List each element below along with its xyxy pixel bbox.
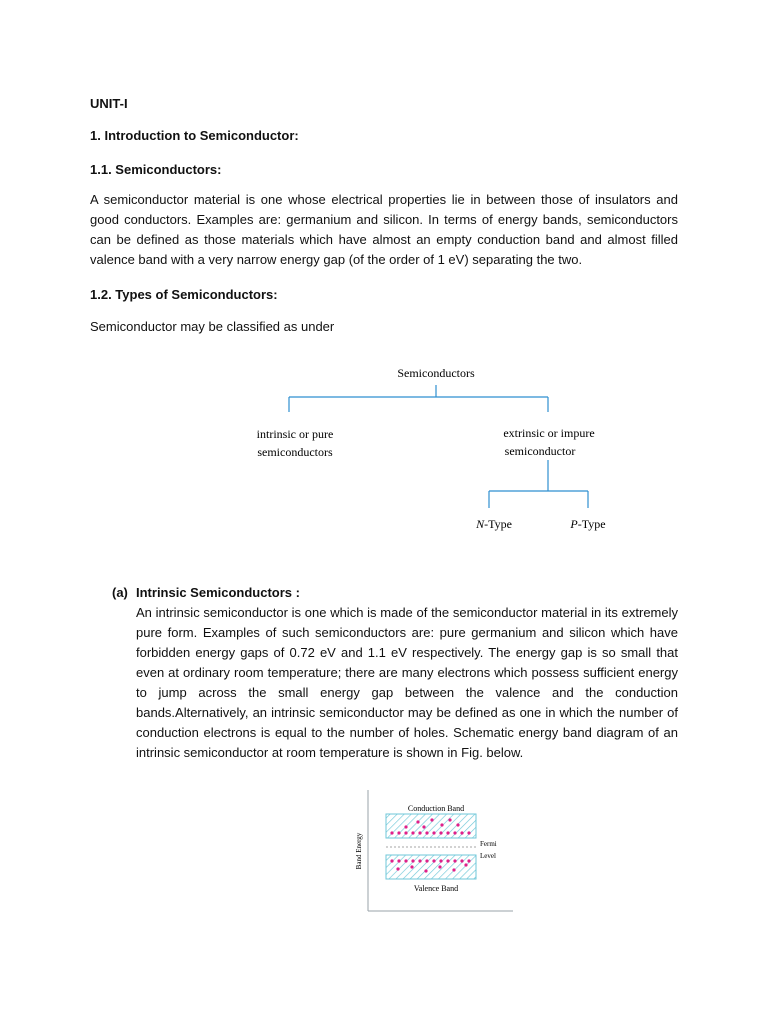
tree-extrinsic-label-line1: extrinsic or impure <box>503 426 595 440</box>
hole-dot <box>397 859 400 862</box>
hole-dot <box>396 867 399 870</box>
tree-p-type-label: P-Type <box>570 517 606 531</box>
tree-root-label: Semiconductors <box>397 366 475 380</box>
hole-dot <box>452 868 455 871</box>
hole-dot <box>390 859 393 862</box>
band-energy-axis-label: Band Energy <box>355 832 363 870</box>
hole-dot <box>467 859 470 862</box>
hole-dot <box>432 859 435 862</box>
hole-dot <box>411 859 414 862</box>
electron-dot <box>430 818 433 821</box>
classification-intro: Semiconductor may be classified as under <box>90 319 335 334</box>
electron-dot <box>467 831 470 834</box>
hole-dot <box>460 859 463 862</box>
electron-dot <box>432 831 435 834</box>
section-1-heading: 1. Introduction to Semiconductor: <box>90 128 299 143</box>
electron-dot <box>397 831 400 834</box>
section-1-2-heading: 1.2. Types of Semiconductors: <box>90 287 278 302</box>
tree-intrinsic-label-line2: semiconductors <box>257 445 333 459</box>
electron-dot <box>404 825 407 828</box>
semiconductor-definition-paragraph: A semiconductor material is one whose electrical properties lie in between those of insulators and good conductors. Examples are: germanium and silicon. In terms of energy bands, semiconductors can be defined as those materials which have almost an empty conduction band and almost filled valence band with a very narrow energy gap (of the order of 1 eV) separating the two. <box>90 192 678 267</box>
valence-band-label: Valence Band <box>413 884 459 893</box>
electron-dot <box>439 831 442 834</box>
section-a-marker: (a) <box>112 585 128 600</box>
hole-dot <box>418 859 421 862</box>
unit-heading: UNIT-I <box>90 96 128 111</box>
hole-dot <box>425 859 428 862</box>
electron-dot <box>456 823 459 826</box>
electron-dot <box>422 825 425 828</box>
electron-dot <box>418 831 421 834</box>
section-1-1-heading: 1.1. Semiconductors: <box>90 162 222 177</box>
electron-dot <box>440 823 443 826</box>
electron-dot <box>390 831 393 834</box>
fermi-label-line1: Fermi <box>480 840 497 848</box>
hole-dot <box>424 869 427 872</box>
hole-dot <box>439 859 442 862</box>
section-a-title: Intrinsic Semiconductors : <box>136 585 300 600</box>
electron-dot <box>416 820 419 823</box>
electron-dot <box>411 831 414 834</box>
hole-dot <box>446 859 449 862</box>
conduction-band-label: Conduction Band <box>407 804 465 813</box>
semiconductor-classification-diagram <box>240 350 620 570</box>
tree-intrinsic-label-line1: intrinsic or pure <box>256 427 334 441</box>
hole-dot <box>438 865 441 868</box>
electron-dot <box>404 831 407 834</box>
electron-dot <box>446 831 449 834</box>
hole-dot <box>404 859 407 862</box>
hole-dot <box>464 863 467 866</box>
electron-dot <box>460 831 463 834</box>
electron-dot <box>453 831 456 834</box>
hole-dot <box>410 865 413 868</box>
electron-dot <box>448 818 451 821</box>
energy-band-diagram <box>348 785 520 920</box>
fermi-label-line2: Level <box>480 852 496 860</box>
intrinsic-semiconductor-paragraph: An intrinsic semiconductor is one which is made of the semiconductor material in its extremely pure form. Examples of such semiconductors are: pure germanium and silicon which have forbidden energy gaps of 0.72 eV and 1.1 eV respectively. The energy gap is so small that even at ordinary room temperature; there are many electrons which possess sufficient energy to jump across the small energy gap between the valence and the conduction bands.Alternatively, an intrinsic semiconductor may be defined as one in which the number of conduction electrons is equal to the number of holes. Schematic energy band diagram of an intrinsic semiconductor at room temperature is shown in Fig. below. <box>136 605 678 760</box>
tree-n-type-label: N-Type <box>476 517 512 531</box>
valence-band <box>386 855 476 879</box>
electron-dot <box>425 831 428 834</box>
hole-dot <box>453 859 456 862</box>
tree-extrinsic-label-line2: semiconductor <box>504 444 576 458</box>
